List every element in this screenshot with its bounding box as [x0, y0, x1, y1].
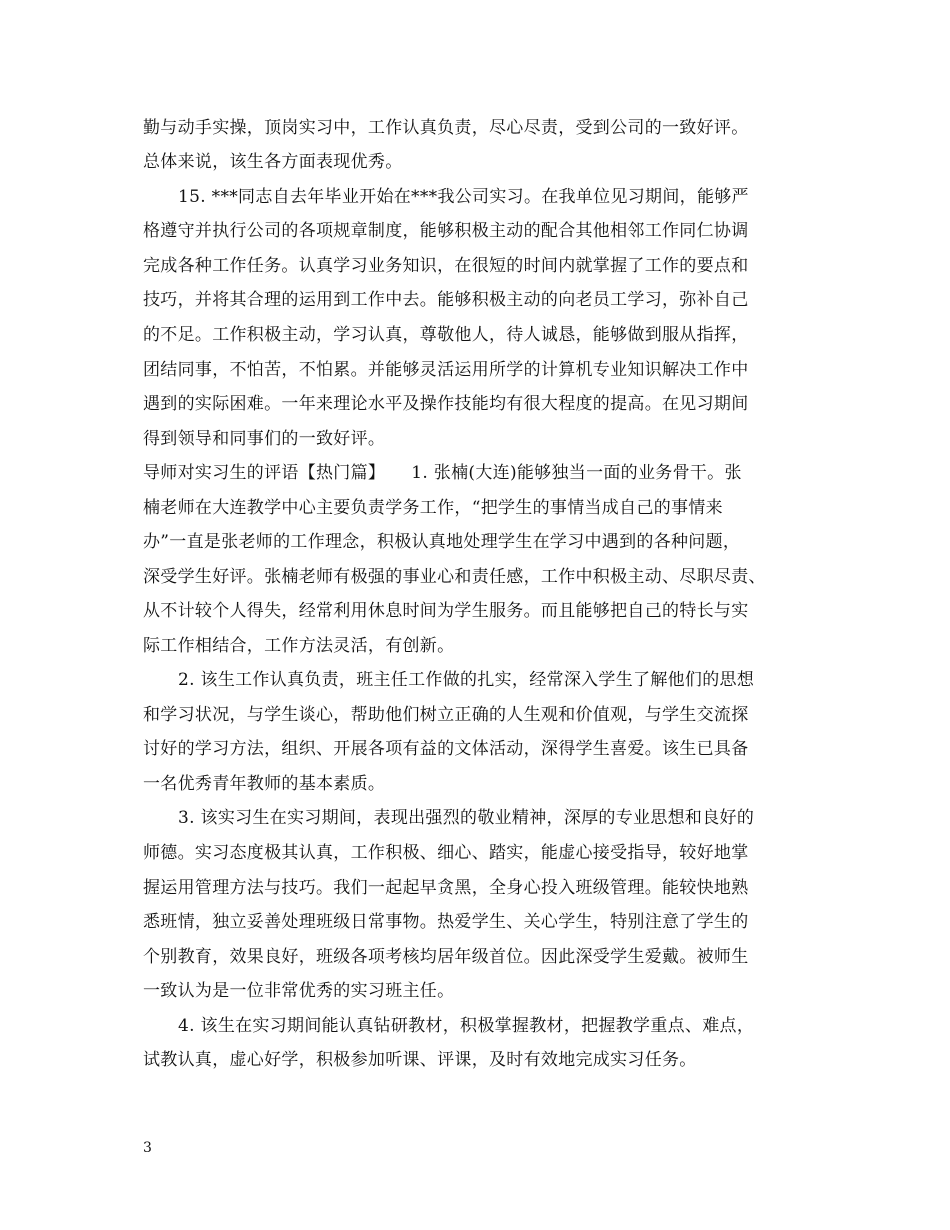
text-line: 一致认为是一位非常优秀的实习班主任。: [143, 981, 455, 1001]
text-line: 悉班情，独立妥善处理班级日常事物。热爱学生、关心学生，特别注意了学生的: [143, 912, 749, 932]
section-heading-line: 导师对实习生的评语【热门篇】 1. 张楠(大连)能够独当一面的业务骨干。张: [143, 463, 742, 483]
text-line: 讨好的学习方法，组织、开展各项有益的文体活动，深得学生喜爱。该生已具备: [143, 739, 749, 759]
text-line: 楠老师在大连教学中心主要负责学务工作，“把学生的事情当成自己的事情来: [143, 498, 723, 518]
text-line: 15. ***同志自去年毕业开始在***我公司实习。在我单位见习期间，能够严: [178, 187, 749, 207]
text-line: 2. 该生工作认真负责，班主任工作做的扎实，经常深入学生了解他们的思想: [178, 670, 755, 690]
page-number: 3: [143, 1140, 152, 1156]
text-line: 试教认真，虚心好学，积极参加听课、评课，及时有效地完成实习任务。: [143, 1050, 697, 1070]
text-line: 总体来说，该生各方面表现优秀。: [143, 152, 403, 172]
text-line: 从不计较个人得失，经常利用休息时间为学生服务。而且能够把自己的特长与实: [143, 601, 749, 621]
text-line: 一名优秀青年教师的基本素质。: [143, 774, 386, 794]
text-line: 4. 该生在实习期间能认真钻研教材，积极掌握教材，把握教学重点、难点，: [178, 1016, 755, 1036]
text-line: 遇到的实际困难。一年来理论水平及操作技能均有很大程度的提高。在见习期间: [143, 394, 749, 414]
text-line: 办”一直是张老师的工作理念，积极认真地处理学生在学习中遇到的各种问题，: [143, 532, 741, 552]
text-line: 3. 该实习生在实习期间，表现出强烈的敬业精神，深厚的专业思想和良好的: [178, 808, 755, 828]
text-line: 际工作相结合，工作方法灵活，有创新。: [143, 636, 455, 656]
text-line: 技巧，并将其合理的运用到工作中去。能够积极主动的向老员工学习，弥补自己: [143, 290, 749, 310]
text-line: 团结同事，不怕苦，不怕累。并能够灵活运用所学的计算机专业知识解决工作中: [143, 360, 749, 380]
text-line: 深受学生好评。张楠老师有极强的事业心和责任感，工作中积极主动、尽职尽责、: [143, 567, 766, 587]
text-line: 握运用管理方法与技巧。我们一起起早贪黑，全身心投入班级管理。能较快地熟: [143, 878, 749, 898]
text-line: 和学习状况，与学生谈心，帮助他们树立正确的人生观和价值观，与学生交流探: [143, 705, 749, 725]
text-line: 师德。实习态度极其认真，工作积极、细心、踏实，能虚心接受指导，较好地掌: [143, 843, 749, 863]
text-line: 勤与动手实操，顶岗实习中，工作认真负责，尽心尽责，受到公司的一致好评。: [143, 118, 749, 138]
text-line: 得到领导和同事们的一致好评。: [143, 429, 386, 449]
text-line: 个别教育，效果良好，班级各项考核均居年级首位。因此深受学生爱戴。被师生: [143, 947, 749, 967]
text-line: 格遵守并执行公司的各项规章制度，能够积极主动的配合其他相邻工作同仁协调: [143, 221, 749, 241]
text-line: 完成各种工作任务。认真学习业务知识，在很短的时间内就掌握了工作的要点和: [143, 256, 749, 276]
text-line: 的不足。工作积极主动，学习认真，尊敬他人，待人诚恳，能够做到服从指挥，: [143, 325, 749, 345]
